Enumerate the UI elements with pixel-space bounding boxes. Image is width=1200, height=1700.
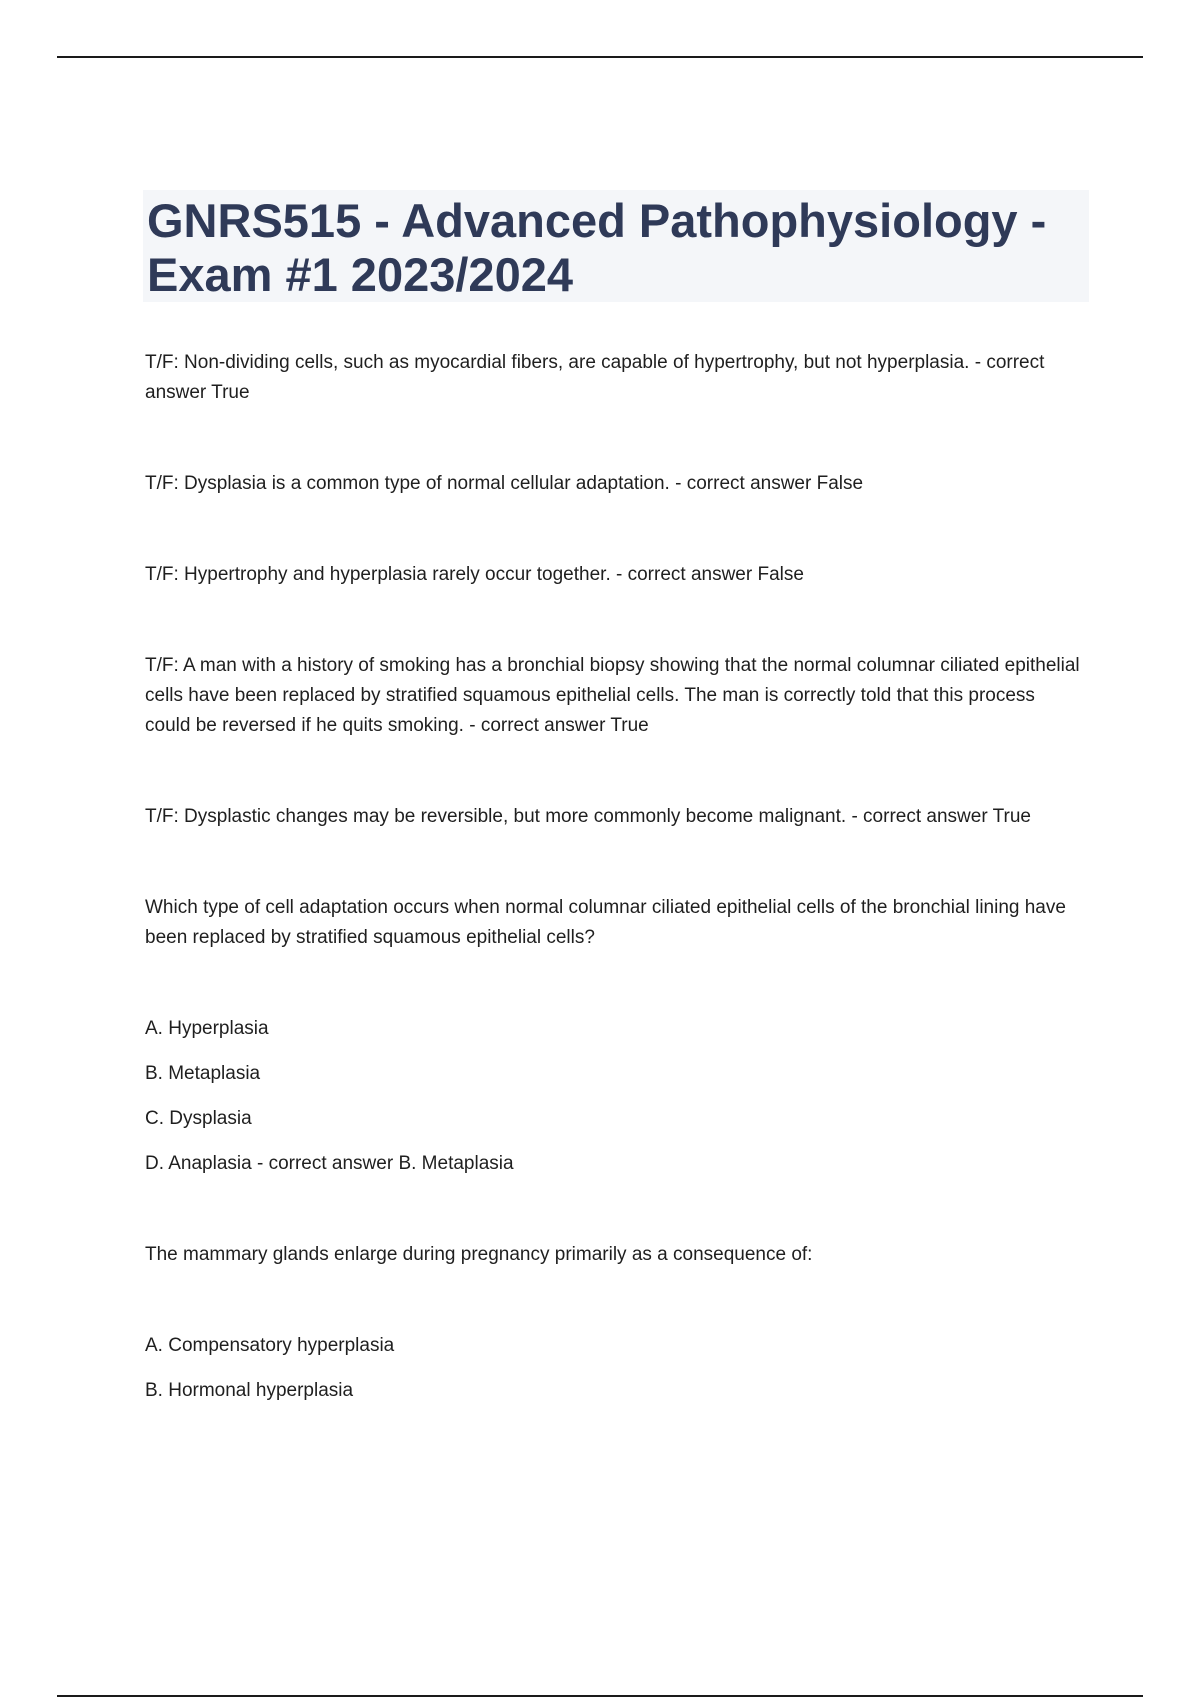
mc1-option-a: A. Hyperplasia xyxy=(145,1018,269,1039)
mc1-option-d-answer: D. Anaplasia - correct answer B. Metaplasia xyxy=(145,1153,514,1174)
bottom-rule xyxy=(57,1695,1143,1697)
title-banner xyxy=(143,190,1089,302)
tf-question-4: T/F: A man with a history of smoking has a bronchial biopsy showing that the normal columnar ciliated epithelial cells have been replaced by stratified squamous epithelial cells. The man is correctly told that this process could be reversed if he quits smoking. - correct answer True xyxy=(145,655,1080,736)
mc-question-1: Which type of cell adaptation occurs when normal columnar ciliated epithelial cells of the bronchial lining have been replaced by stratified squamous epithelial cells? xyxy=(145,897,1066,948)
document-body xyxy=(145,348,1085,1406)
mc-question-2: The mammary glands enlarge during pregnancy primarily as a consequence of: xyxy=(145,1244,813,1265)
tf-question-2: T/F: Dysplasia is a common type of normal cellular adaptation. - correct answer False xyxy=(145,473,864,494)
mc2-option-b: B. Hormonal hyperplasia xyxy=(145,1380,354,1401)
mc1-option-b: B. Metaplasia xyxy=(145,1063,261,1084)
tf-question-3: T/F: Hypertrophy and hyperplasia rarely occur together. - correct answer False xyxy=(145,564,804,585)
mc1-option-c: C. Dysplasia xyxy=(145,1108,252,1129)
tf-question-5: T/F: Dysplastic changes may be reversible, but more commonly become malignant. - correct answer True xyxy=(145,806,1031,827)
top-rule xyxy=(57,56,1143,58)
document-title: GNRS515 - Advanced Pathophysiology - Exam #1 2023/2024 xyxy=(147,194,1047,301)
tf-question-1: T/F: Non-dividing cells, such as myocardial fibers, are capable of hypertrophy, but not hyperplasia. - correct answer True xyxy=(145,352,1045,403)
mc2-option-a: A. Compensatory hyperplasia xyxy=(145,1335,395,1356)
